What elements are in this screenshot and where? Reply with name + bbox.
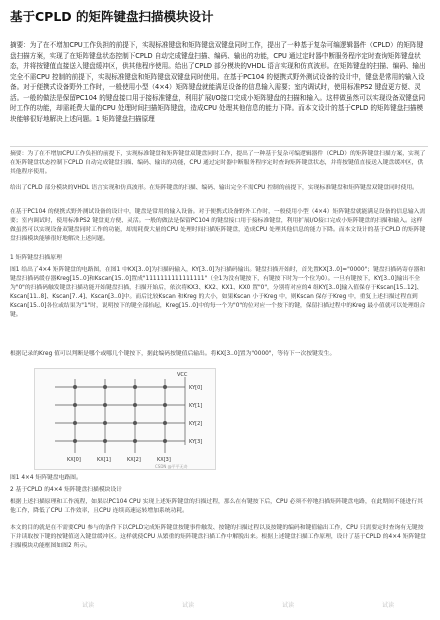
paragraph-5: 根据记录的Kreg 值可以判断是哪个或哪几个键按下，据此编码按键值后输出。将KX[3..0]置为"0000"，等待下一次按键发生。: [10, 351, 336, 357]
paragraph-3: 在基于PC104 的便携式野外测试设备的设计中，键盘是常用的输入设备。对于便携式设备野外工作时，一般使用小型（4×4）矩阵键盘就能满足设备的信息输入需要；室内调试时，使用标准PS2 键盘更方便、灵活。一般的做法是保留PC104 的键盘接口用于接标准键盘，利用扩展I/O接口完成小矩阵键盘的扫描和输入。这样做虽然可以实现设备双键盘同时工作的功能，却需耗费大量的CPU 处理时间扫描矩阵键盘，造成CPU 处理其他信息的能力下降。而本文设计的基于CPLD 的矩阵键盘扫描模块能够很好地解决上述问题。: [10, 209, 426, 242]
paragraph-1: 摘要：为了在不增加CPU工作负担的前提下，实现标准键盘和矩阵键盘双键盘同时工作，提出了一种基于复杂可编逻辑器件（CPLD）的矩阵键盘扫描方案，实现了在矩阵键盘状态控制下CPLD 自动完成键盘扫描、编码、输出的功能，CPU 通过定时器中断服务程序定时查询矩阵键盘状态，并将按键值直接送入键盘缓冲区，供其他程序使用。: [10, 151, 426, 175]
keyboard-circuit-figure: [34, 368, 216, 470]
watermark: 试读: [182, 602, 195, 609]
paragraph-4: 图1 给出了4×4 矩阵键盘的电路图，在图1 中KX[3..0]为扫描码输入，KY[3..0]为扫描码输出。键盘扫描开始时，首先置KX[3..0]="0000"；键盘扫描码寄存器和键盘扫描码缓存器Kreg[15..0]和Kscan[15..0]置成"1111111111111111"（全1为没有键按下，有键按下时为一个位为0）。一旦有键按下，KY[3..0]输出不全为"0"的扫描码触发键盘扫描功能开始键盘扫描，扫描开始后，依次将KX3、KX2、KX1、KX0 置"0"，分别将对应的4 组KY[3..0]输入值保存于Kscan[15..12]、Kscan[11..8]、Kscan[7..4]、Kscan[3..0]中。而后比较Kscan 和Kreg 的大小，如果Kscan 小于Kreg 中，则Kscan 保存于Kreg 中，重复上述扫描过程直到Kscan[15..0]各位或结果为"1"时，说明按下的键全部抬起，Kreg[15..0]中的每一个为"0"的位对应一个按下的键，保留扫描过程中的Kreg 最小值就可以处理组合键。: [10, 267, 426, 318]
fig-watermark: CSDN @平平无奇: [155, 464, 188, 469]
fig-label-ky1: KY[1]: [189, 403, 203, 409]
paragraph-2: 给出了CPLD 部分模块的VHDL 语言实现和仿真波形。在矩阵键盘的扫描、编码、输出完全不需CPU 控制的前提下，实现标准键盘和矩阵键盘双键盘同时使用。: [10, 185, 418, 191]
divider: [10, 146, 428, 147]
circuit-diagram: [35, 369, 215, 469]
heading-1: 1 矩阵键盘扫描原理: [10, 255, 62, 261]
fig-label-ky0: KY[0]: [189, 385, 203, 391]
paragraph-6: 根据上述扫描原理和工作流程，如果以PC104 CPU 实现上述矩阵键盘的扫描过程，那么在有键按下后，CPU 必须不停地扫描矩阵键盘电路，在此期间不能进行其他工作，降低了CPU 工作效率，且CPU 连续高速运转增加系统功耗。: [10, 499, 423, 514]
paragraph-7: 本文的目的就是在不需要CPU 参与的条件下以CPLD完成矩阵键盘按键事件触发、按键的扫描过程以及按键的编码和键值输出工作，CPU 只需要定时查询有无键按下并读取按下键的按键值送入键盘缓冲区。这样就使CPU 从繁重的矩阵键盘扫描工作中解脱出来。根据上述键盘扫描工作原理，设计了基于CPLD 的4×4 矩阵键盘扫描模块功能框图如图2 所示。: [10, 525, 426, 549]
fig-label-ky2: KY[2]: [189, 421, 203, 427]
fig-label-kx3: KX[3]: [157, 457, 171, 463]
figure-caption: 图1 4×4 矩阵键盘电路图。: [10, 475, 82, 481]
watermark: 试读: [382, 602, 395, 609]
watermark: 试读: [82, 602, 95, 609]
page-title: 基于CPLD 的矩阵键盘扫描模块设计: [10, 9, 214, 24]
watermark: 试读: [282, 602, 295, 609]
fig-label-vcc: VCC: [177, 372, 188, 378]
abstract-main: 摘要：为了在不增加CPU工作负担的前提下，实现标准键盘和矩阵键盘双键盘同时工作，提出了一种基于复杂可编逻辑器件（CPLD）的矩阵键盘扫描方案，实现了在矩阵键盘状态控制下CPLD 自动完成键盘扫描、编码、输出的功能，CPU 通过定时器中断服务程序定时查询矩阵键盘状态，并将按键值直接送入键盘缓冲区，供其他程序使用。给出了CPLD 部分模块的VHDL 语言实现和仿真波形。在矩阵键盘的扫描、编码、输出完全不需CPU 控制的前提下，实现标准键盘和矩阵键盘双键盘同时使用。在基于PC104 的便携式野外测试设备的设计中，键盘是常用的输入设备。对于便携式设备野外工作时，一般使用小型（4×4）矩阵键盘就能满足设备的信息输入需要；室内调试时，使用标准PS2 键盘更方便、灵活。一般的做法是保留PC104 的键盘接口用于接标准键盘，利用扩展I/O接口完成小矩阵键盘的扫描和输入。这样做虽然可以实现设备双键盘同时工作的功能，却需耗费大量的CPU 处理时间扫描矩阵键盘，造成CPU 处理其他信息的能力下降。而本文设计的基于CPLD 的矩阵键盘扫描模块能够很好地解决上述问题。1 矩阵键盘扫描原理: [10, 41, 426, 123]
fig-label-kx2: KX[2]: [127, 457, 141, 463]
fig-label-kx0: KX[0]: [67, 457, 81, 463]
fig-label-kx1: KX[1]: [97, 457, 111, 463]
fig-label-ky3: KY[3]: [189, 439, 203, 445]
heading-2: 2 基于CPLD 的4×4 矩阵键盘扫描模块设计: [10, 487, 123, 493]
